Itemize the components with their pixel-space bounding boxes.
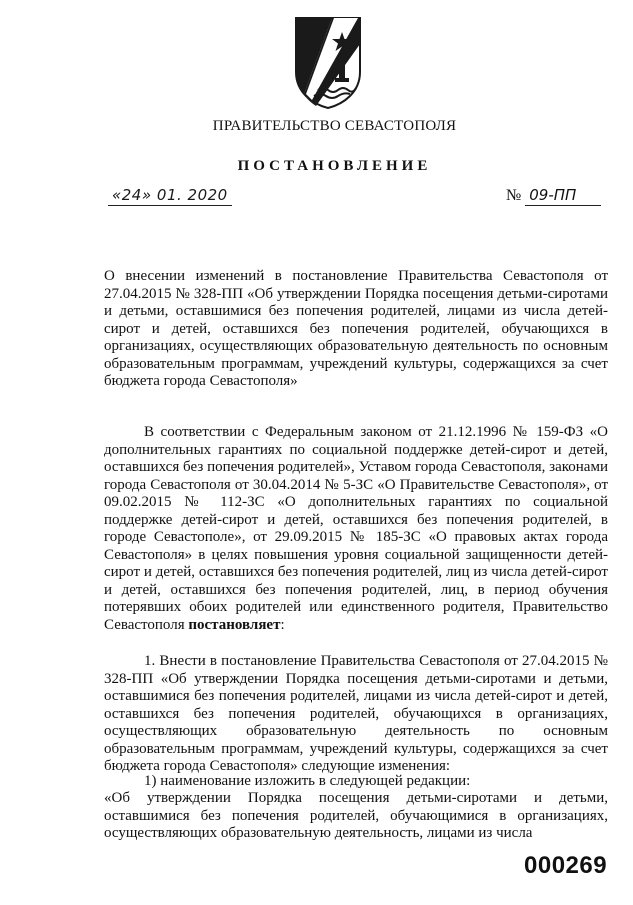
serial-number: 000269 (524, 852, 608, 879)
preamble-text: В соответствии с Федеральным законом от 21.12.1996 № 159-ФЗ «О дополнительных гарантиях по социальной поддержке детей-сирот и детей, оставшихся без попечения родителей», Уставом города Севастополя, законами города Севастополя от 30.04.2014 № 5-ЗС «О Правительстве Севастополя», от 09.02.2015 № 112-ЗС «О дополнительных гарантиях по социальной поддержке детей-сирот и детей, оставшихся без попечения родителей, в городе Севастополе», от 29.09.2015 № 185-ЗС «О правовых актах города Севастополя» в целях повышения уровня социальной защищенности детей-сирот и детей, оставшихся без попечения родителей, лиц из числа детей-сирот и детей, оставшихся без попечения родителей, лиц, в период обучения потерявших обоих родителей или единственного родителя, Правительство Севастополя (104, 424, 608, 633)
preamble-tail: : (280, 616, 285, 633)
government-title: ПРАВИТЕЛЬСТВО СЕВАСТОПОЛЯ (212, 118, 457, 134)
number-sign: № (506, 187, 522, 204)
document-type-title: ПОСТАНОВЛЕНИЕ (237, 158, 432, 174)
document-preamble (104, 424, 608, 634)
subitem-1: 1) наименование изложить в следующей редакции: (144, 773, 471, 789)
quoted-new-title: «Об утверждении Порядка посещения детьми-сиротами и детьми, оставшимися без попечения родителей, обучающимися в организациях, осуществляющих образовательную деятельность, лицами из числа (104, 790, 608, 841)
document-number (506, 186, 601, 206)
date-handwritten (108, 186, 232, 206)
date-open-quote: « (112, 186, 122, 204)
document-subject: О внесении изменений в постановление Правительства Севастополя от 27.04.2015 № 328-ПП «Об утверждении Порядка посещения детьми-сиротами и детьми, оставшимися без попечения родителей, лицами из числа детей-сирот и детей, оставшихся без попечения родителей, обучающихся в организациях, осуществляющих образовательную деятельность по основным образовательным программам, учреждений культуры, содержащихся за счет бюджета города Севастополя» (104, 268, 608, 389)
sevastopol-coat-of-arms-icon (292, 14, 364, 110)
date-day: 24 (121, 186, 142, 204)
number-value: 09-ПП (525, 186, 601, 206)
date-close-quote: » (141, 186, 152, 204)
item-1: 1. Внести в постановление Правительства Севастополя от 27.04.2015 № 328-ПП «Об утверждении Порядка посещения детьми-сиротами и детьми, оставшимися без попечения родителей, лицами из числа детей-сирот и детей, оставшихся без попечения родителей, обучающихся в организациях, осуществляющих образовательную деятельность по основным образовательным программам, учреждений культуры, содержащихся за счет бюджета города Севастополя» следующие изменения: (104, 653, 608, 774)
date-month-year: 01. 2020 (156, 186, 228, 204)
preamble-decision: постановляет (188, 616, 281, 633)
document-date (108, 186, 232, 206)
